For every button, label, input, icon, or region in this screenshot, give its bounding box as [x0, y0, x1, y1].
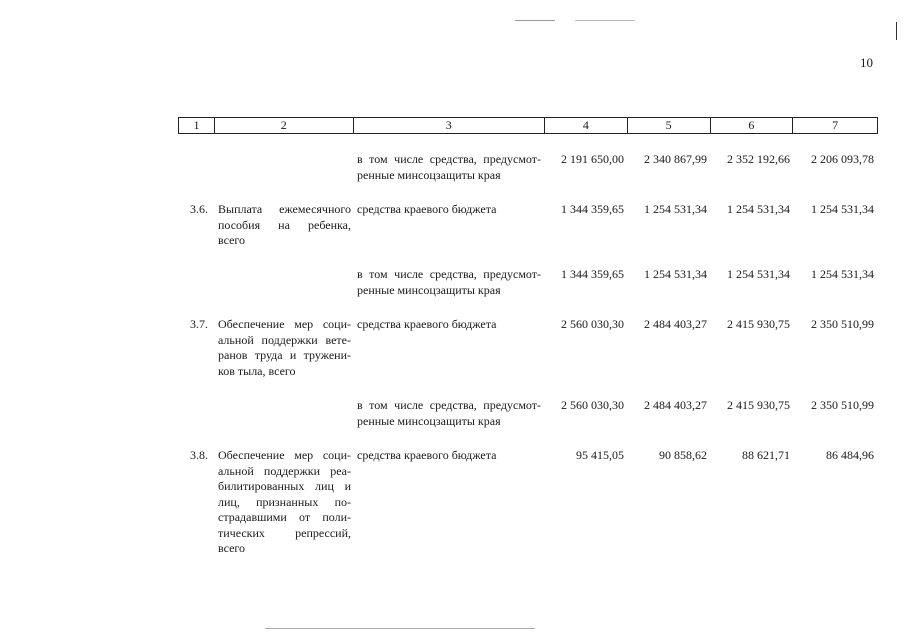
row-value-col-4: 1 344 359,65: [561, 202, 624, 216]
row-source-line: ренные минсоцзащиты края: [357, 282, 501, 297]
table-row: [178, 267, 878, 298]
row-value-col-6: 2 415 930,75: [727, 317, 790, 331]
row-name-line: тических репрессий,: [218, 525, 351, 540]
row-name-line: Выплата ежемесячного: [218, 202, 351, 216]
row-name-line: ков тыла, всего: [218, 363, 296, 378]
row-source: [353, 152, 545, 183]
row-name-line: всего: [218, 541, 246, 555]
table-row: [178, 317, 878, 379]
row-name-line: Обеспечение мер соци-: [218, 317, 351, 331]
row-source-line: ренные минсоцзащиты края: [357, 413, 501, 428]
page-number: 10: [860, 55, 873, 70]
row-name-line: всего: [218, 233, 246, 247]
row-source-line: средства краевого бюджета: [357, 448, 497, 462]
scan-edge-mark: [896, 22, 897, 40]
table-row: [178, 152, 878, 183]
row-source-line: в том числе средства, предусмот-: [357, 398, 541, 412]
header-col-2: 2: [215, 118, 354, 133]
row-index: [178, 267, 214, 298]
header-col-4: 4: [545, 118, 628, 133]
row-value-col-4: 2 560 030,30: [561, 398, 624, 412]
row-source: [353, 202, 545, 249]
row-source: [353, 317, 545, 379]
row-value-col-4: 2 560 030,30: [561, 317, 624, 331]
row-source: [353, 267, 545, 298]
header-col-5: 5: [628, 118, 711, 133]
header-col-1: 1: [179, 118, 215, 133]
row-source-line: в том числе средства, предусмот-: [357, 152, 541, 166]
row-value-col-5: 1 254 531,34: [644, 267, 707, 281]
scan-speck: [575, 20, 635, 21]
row-value-col-7: 2 350 510,99: [811, 317, 874, 331]
row-value-col-5: 1 254 531,34: [644, 202, 707, 216]
row-index: [178, 398, 214, 429]
row-value-col-5: 2 340 867,99: [644, 152, 707, 166]
row-value-col-6: 1 254 531,34: [727, 202, 790, 216]
scan-speck: [265, 628, 535, 629]
row-name-line: Обеспечение мер соци-: [218, 448, 351, 462]
row-name: [214, 267, 353, 298]
row-index: 3.7.: [190, 317, 208, 331]
row-source-line: средства краевого бюджета: [357, 317, 497, 331]
row-value-col-5: 90 858,62: [659, 448, 707, 462]
row-name: [214, 202, 353, 249]
row-name: [214, 398, 353, 429]
row-value-col-7: 1 254 531,34: [811, 267, 874, 281]
row-name-line: страдавшими от поли-: [218, 510, 351, 524]
row-name-line: альной поддержки реа-: [218, 463, 351, 478]
row-index: [178, 152, 214, 183]
row-value-col-4: 95 415,05: [576, 448, 624, 462]
row-name-line: билитированных лиц и: [218, 479, 351, 493]
row-name: [214, 317, 353, 379]
row-name-line: ранов труда и тружени-: [218, 348, 351, 362]
row-value-col-6: 2 415 930,75: [727, 398, 790, 412]
header-col-6: 6: [711, 118, 794, 133]
row-value-col-6: 1 254 531,34: [727, 267, 790, 281]
row-source-line: средства краевого бюджета: [357, 202, 497, 216]
row-name-line: альной поддержки вете-: [218, 332, 351, 347]
row-value-col-7: 2 350 510,99: [811, 398, 874, 412]
row-value-col-7: 1 254 531,34: [811, 202, 874, 216]
scan-speck: [515, 20, 555, 21]
row-value-col-5: 2 484 403,27: [644, 398, 707, 412]
table-row: [178, 448, 878, 557]
row-index: 3.8.: [190, 448, 208, 462]
row-value-col-4: 2 191 650,00: [561, 152, 624, 166]
header-col-7: 7: [832, 118, 839, 132]
row-source: [353, 448, 545, 557]
row-name-line: лиц, признанных по-: [218, 494, 351, 509]
table-header: [178, 117, 878, 134]
row-source: [353, 398, 545, 429]
row-value-col-5: 2 484 403,27: [644, 317, 707, 331]
row-source-line: ренные минсоцзащиты края: [357, 167, 501, 182]
row-source-line: в том числе средства, предусмот-: [357, 267, 541, 281]
row-value-col-7: 86 484,96: [826, 448, 874, 462]
row-index: 3.6.: [190, 202, 208, 216]
row-name-line: пособия на ребенка,: [218, 217, 351, 232]
table-row: [178, 398, 878, 429]
row-value-col-6: 2 352 192,66: [727, 152, 790, 166]
table-row: [178, 202, 878, 249]
row-value-col-6: 88 621,71: [742, 448, 790, 462]
row-name: [214, 448, 353, 557]
row-name: [214, 152, 353, 183]
header-col-3: 3: [354, 118, 545, 133]
row-value-col-4: 1 344 359,65: [561, 267, 624, 281]
row-value-col-7: 2 206 093,78: [811, 152, 874, 166]
